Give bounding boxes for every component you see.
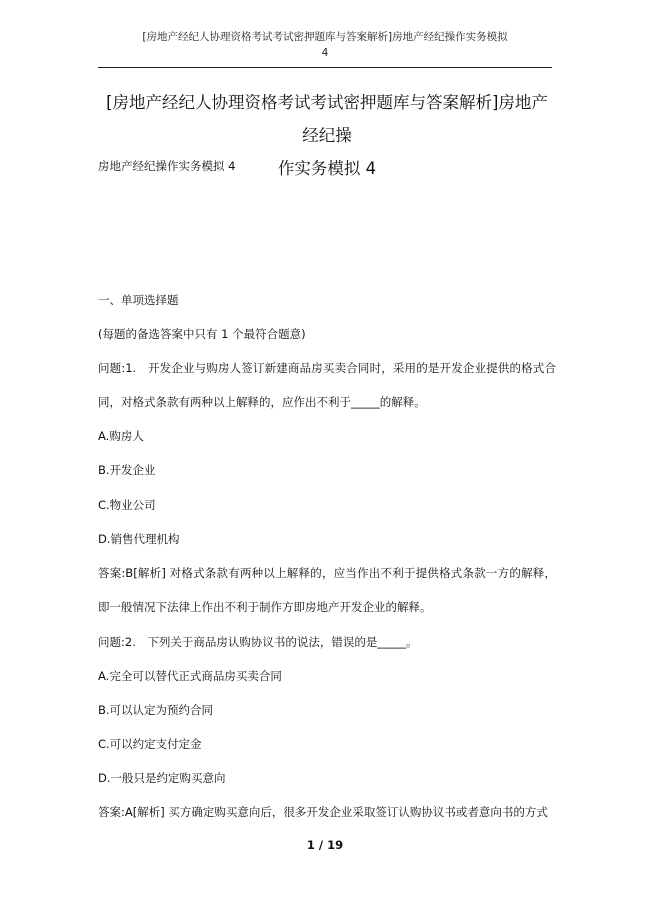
question-2-option-a: A.完全可以替代正式商品房买卖合同	[98, 669, 282, 683]
question-2-answer: 答案:A[解析] 买方确定购买意向后，很多开发企业采取签订认购协议书或者意向书的方式	[98, 805, 548, 819]
question-2-option-b: B.可以认定为预约合同	[98, 703, 214, 717]
section-instruction: (每题的备选答案中只有 1 个最符合题意)	[98, 327, 306, 341]
header-divider	[98, 67, 552, 68]
question-2-option-d: D.一般只是约定购买意向	[98, 771, 226, 785]
question-1-option-d: D.销售代理机构	[98, 532, 180, 546]
section-heading: 一、单项选择题	[98, 293, 179, 307]
document-subtitle: 房地产经纪操作实务模拟 4	[98, 159, 236, 173]
document-title-line-2: 作实务模拟 4	[277, 159, 377, 178]
question-1-stem: 问题:1. 开发企业与购房人签订新建商品房买卖合同时，采用的是开发企业提供的格式合同，对格式条款有两种以上解释的，应作出不利于_____的解释。	[98, 361, 556, 409]
question-1-option-b: B.开发企业	[98, 463, 156, 477]
running-header	[98, 29, 552, 61]
question-2-stem: 问题:2. 下列关于商品房认购协议书的说法，错误的是_____。	[98, 635, 418, 649]
question-1-option-a: A.购房人	[98, 429, 144, 443]
question-1-answer: 答案:B[解析] 对格式条款有两种以上解释的，应当作出不利于提供格式条款一方的解释，即一般情况下法律上作出不利于制作方即房地产开发企业的解释。	[98, 566, 556, 614]
running-header-line-1: [房地产经纪人协理资格考试考试密押题库与答案解析]房地产经纪操作实务模拟	[142, 31, 508, 43]
question-2-option-c: C.可以约定支付定金	[98, 737, 202, 751]
page-number: 1 / 19	[306, 838, 344, 852]
running-header-line-2: 4	[321, 47, 329, 59]
question-1-option-c: C.物业公司	[98, 498, 156, 512]
document-title-line-1: [房地产经纪人协理资格考试考试密押题库与答案解析]房地产经纪操	[106, 93, 548, 145]
